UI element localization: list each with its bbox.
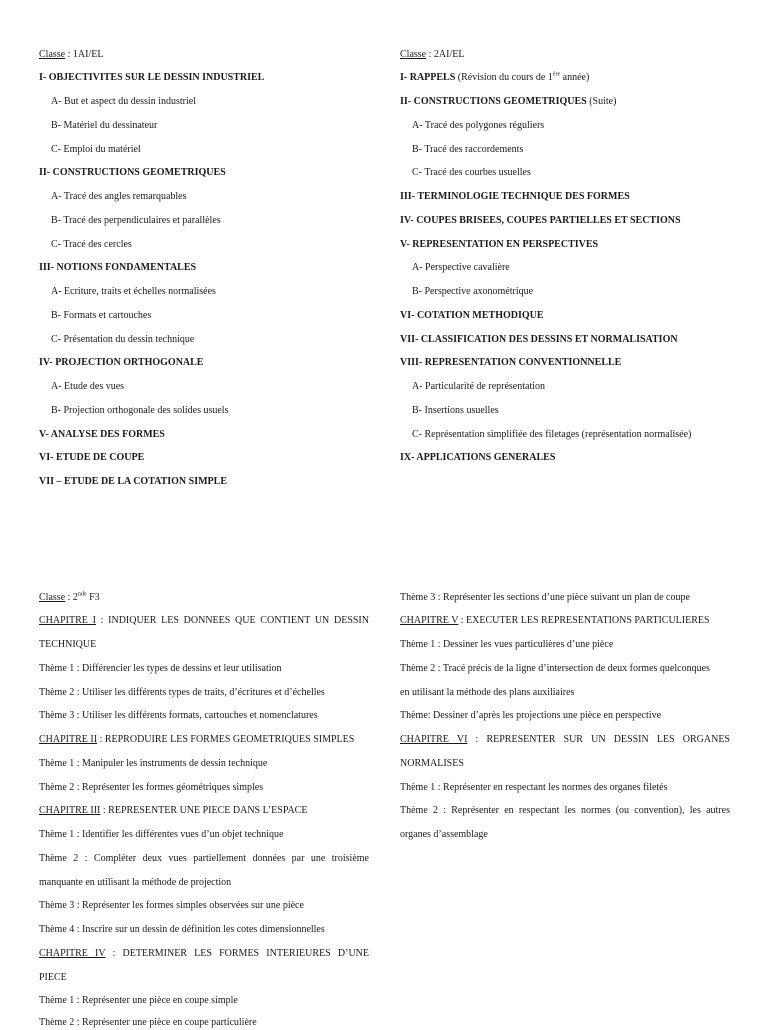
section-heading: IX- APPLICATIONS GENERALES bbox=[400, 452, 556, 463]
theme-item-continued: manquante en utilisant la méthode de projection bbox=[39, 877, 232, 888]
section-heading: VII- CLASSIFICATION DES DESSINS ET NORMALISATION bbox=[400, 334, 678, 345]
section-heading: III- TERMINOLOGIE TECHNIQUE DES FORMES bbox=[400, 191, 630, 202]
chapter-heading: CHAPITRE III : REPRESENTER UNE PIECE DANS L’ESPACE bbox=[39, 805, 308, 816]
theme-item: Thème 3 : Représenter les formes simples observées sur une pièce bbox=[39, 900, 304, 911]
theme-item-continued: organes d’assemblage bbox=[400, 829, 488, 840]
section-heading: IV- COUPES BRISEES, COUPES PARTIELLES ET SECTIONS bbox=[400, 215, 681, 226]
class-heading: Classe : 2AI/EL bbox=[400, 49, 465, 60]
chapter-heading: CHAPITRE I : INDIQUER LES DONNEES QUE CONTIENT UN DESSIN bbox=[39, 615, 369, 626]
subsection: C- Tracé des cercles bbox=[51, 239, 132, 250]
subsection: B- Perspective axonométrique bbox=[412, 286, 534, 297]
theme-item: Thème 2 : Utiliser les différents types de traits, d’écritures et d’échelles bbox=[39, 687, 325, 698]
section-heading: I- OBJECTIVITES SUR LE DESSIN INDUSTRIEL bbox=[39, 72, 265, 83]
section-heading: I- RAPPELS (Révision du cours de 1ère année) bbox=[400, 71, 590, 83]
section-heading: VIII- REPRESENTATION CONVENTIONNELLE bbox=[400, 357, 622, 368]
subsection: A- Perspective cavalière bbox=[412, 262, 510, 273]
theme-item: Thème 1 : Identifier les différentes vues d’un objet technique bbox=[39, 829, 284, 840]
theme-item: Thème 2 : Représenter en respectant les normes (ou convention), les autres bbox=[400, 805, 730, 816]
theme-item: Thème 1 : Représenter une pièce en coupe simple bbox=[39, 995, 238, 1006]
section-heading: VI- ETUDE DE COUPE bbox=[39, 452, 145, 463]
subsection: A- Ecriture, traits et échelles normalisées bbox=[51, 286, 216, 297]
theme-item: Thème 2 : Tracé précis de la ligne d’intersection de deux formes quelconques bbox=[400, 663, 710, 674]
subsection: A- Tracé des angles remarquables bbox=[51, 191, 187, 202]
subsection: C- Présentation du dessin technique bbox=[51, 334, 195, 345]
theme-item: Thème 2 : Représenter les formes géométriques simples bbox=[39, 782, 264, 793]
section-heading: VI- COTATION METHODIQUE bbox=[400, 310, 544, 321]
theme-item: Thème 3 : Représenter les sections d’une pièce suivant un plan de coupe bbox=[400, 592, 690, 603]
theme-item: Thème 2 : Représenter une pièce en coupe particulière bbox=[39, 1017, 257, 1028]
theme-item: Thème: Dessiner d’après les projections une pièce en perspective bbox=[400, 710, 662, 721]
section-heading: V- REPRESENTATION EN PERSPECTIVES bbox=[400, 239, 599, 250]
subsection: B- Insertions usuelles bbox=[412, 405, 499, 416]
subsection: A- Etude des vues bbox=[51, 381, 125, 392]
section-heading: II- CONSTRUCTIONS GEOMETRIQUES bbox=[39, 167, 226, 178]
theme-item: Thème 1 : Manipuler les instruments de dessin technique bbox=[39, 758, 268, 769]
theme-item: Thème 1 : Différencier les types de dessins et leur utilisation bbox=[39, 663, 282, 674]
subsection: A- Particularité de représentation bbox=[412, 381, 545, 392]
section-heading: IV- PROJECTION ORTHOGONALE bbox=[39, 357, 204, 368]
subsection: A- Tracé des polygones réguliers bbox=[412, 120, 545, 131]
theme-item: Thème 2 : Compléter deux vues partiellement données par une troisième bbox=[39, 853, 369, 864]
section-heading: VII – ETUDE DE LA COTATION SIMPLE bbox=[39, 476, 227, 487]
class-heading: Classe : 1AI/EL bbox=[39, 49, 104, 60]
chapter-heading: CHAPITRE II : REPRODUIRE LES FORMES GEOMETRIQUES SIMPLES bbox=[39, 734, 355, 745]
subsection: B- Formats et cartouches bbox=[51, 310, 152, 321]
section-heading: III- NOTIONS FONDAMENTALES bbox=[39, 262, 197, 273]
class-heading: Classe : 2nde F3 bbox=[39, 591, 100, 603]
section-heading: II- CONSTRUCTIONS GEOMETRIQUES (Suite) bbox=[400, 96, 617, 107]
theme-item: Thème 3 : Utiliser les différents formats, cartouches et nomenclatures bbox=[39, 710, 318, 721]
subsection: B- Tracé des perpendiculaires et parallèles bbox=[51, 215, 221, 226]
chapter-heading: CHAPITRE V : EXECUTER LES REPRESENTATIONS PARTICULIERES bbox=[400, 615, 710, 626]
subsection: C- Représentation simplifiée des filetages (représentation normalisée) bbox=[412, 429, 692, 440]
section-heading: V- ANALYSE DES FORMES bbox=[39, 429, 165, 440]
chapter-heading-continued: TECHNIQUE bbox=[39, 639, 97, 650]
subsection: B- Projection orthogonale des solides usuels bbox=[51, 405, 229, 416]
subsection: A- But et aspect du dessin industriel bbox=[51, 96, 196, 107]
theme-item: Thème 4 : Inscrire sur un dessin de définition les cotes dimensionnelles bbox=[39, 924, 325, 935]
chapter-heading: CHAPITRE VI : REPRESENTER SUR UN DESSIN LES ORGANES bbox=[400, 734, 730, 745]
subsection: B- Tracé des raccordements bbox=[412, 144, 524, 155]
chapter-heading-continued: PIECE bbox=[39, 972, 67, 983]
chapter-heading-continued: NORMALISES bbox=[400, 758, 464, 769]
subsection: B- Matériel du dessinateur bbox=[51, 120, 158, 131]
chapter-heading: CHAPITRE IV : DETERMINER LES FORMES INTERIEURES D’UNE bbox=[39, 948, 369, 959]
theme-item-continued: en utilisant la méthode des plans auxiliaires bbox=[400, 687, 575, 698]
theme-item: Thème 1 : Représenter en respectant les normes des organes filetés bbox=[400, 782, 668, 793]
theme-item: Thème 1 : Dessiner les vues particulières d’une pièce bbox=[400, 639, 614, 650]
subsection: C- Tracé des courbes usuelles bbox=[412, 167, 531, 178]
subsection: C- Emploi du matériel bbox=[51, 144, 141, 155]
